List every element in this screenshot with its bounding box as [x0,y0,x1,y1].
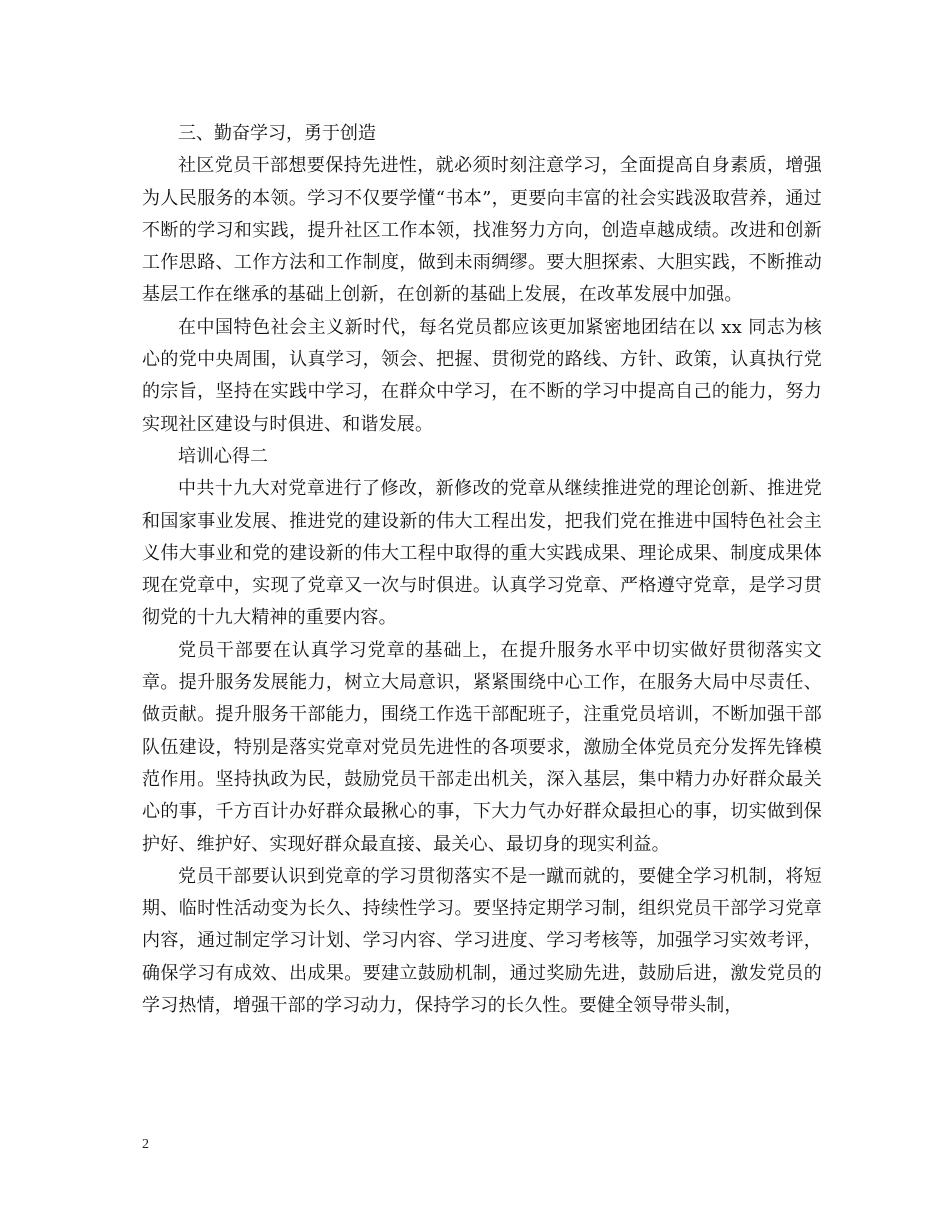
section-heading-training-2: 培训心得二 [178,445,268,467]
paragraph-3: 中共十九大对党章进行了修改，新修改的党章从继续推进党的理论创新、推进党和国家事业发展、推进党的建设新的伟大工程出发，把我们党在推进中国特色社会主义伟大事业和党的建设新的伟大工程中取得的重大实践成果、理论成果、制度成果体现在党章中，实现了党章又一次与时俱进。认真学习党章、严格遵守党章，是学习贯彻党的十九大精神的重要内容。 [142,478,822,629]
page-number: 2 [142,1137,149,1152]
paragraph-4: 党员干部要在认真学习党章的基础上，在提升服务水平中切实做好贯彻落实文章。提升服务发展能力，树立大局意识，紧紧围绕中心工作，在服务大局中尽责任、做贡献。提升服务干部能力，围绕工作选干部配班子，注重党员培训，不断加强干部队伍建设，特别是落实党章对党员先进性的各项要求，激励全体党员充分发挥先锋模范作用。坚持执政为民，鼓励党员干部走出机关，深入基层，集中精力办好群众最关心的事，千方百计办好群众最揪心的事，下大力气办好群众最担心的事，切实做到保护好、维护好、实现好群众最直接、最关心、最切身的现实利益。 [142,639,822,855]
paragraph-1: 社区党员干部想要保持先进性，就必须时刻注意学习，全面提高自身素质，增强为人民服务的本领。学习不仅要学懂“书本”，更要向丰富的社会实践汲取营养，通过不断的学习和实践，提升社区工作本领，找准努力方向，创造卓越成绩。改进和创新工作思路、工作方法和工作制度，做到未雨绸缪。要大胆探索、大胆实践，不断推动基层工作在继承的基础上创新，在创新的基础上发展，在改革发展中加强。 [142,155,822,306]
document-body [142,118,822,1022]
paragraph-5: 党员干部要认识到党章的学习贯彻落实不是一蹴而就的，要健全学习机制，将短期、临时性活动变为长久、持续性学习。要坚持定期学习制，组织党员干部学习党章内容，通过制定学习计划、学习内容、学习进度、学习考核等，加强学习实效考评，确保学习有成效、出成果。要建立鼓励机制，通过奖励先进，鼓励后进，激发党员的学习热情，增强干部的学习动力，保持学习的长久性。要健全领导带头制， [142,865,822,1017]
paragraph-2: 在中国特色社会主义新时代，每名党员都应该更加紧密地团结在以 xx 同志为核心的党中央周围，认真学习，领会、把握、贯彻党的路线、方针、政策，认真执行党的宗旨，坚持在实践中学习，在群众中学习，在不断的学习中提高自己的能力，努力实现社区建设与时俱进、和谐发展。 [142,316,822,435]
section-heading-3: 三、勤奋学习，勇于创造 [178,123,376,144]
